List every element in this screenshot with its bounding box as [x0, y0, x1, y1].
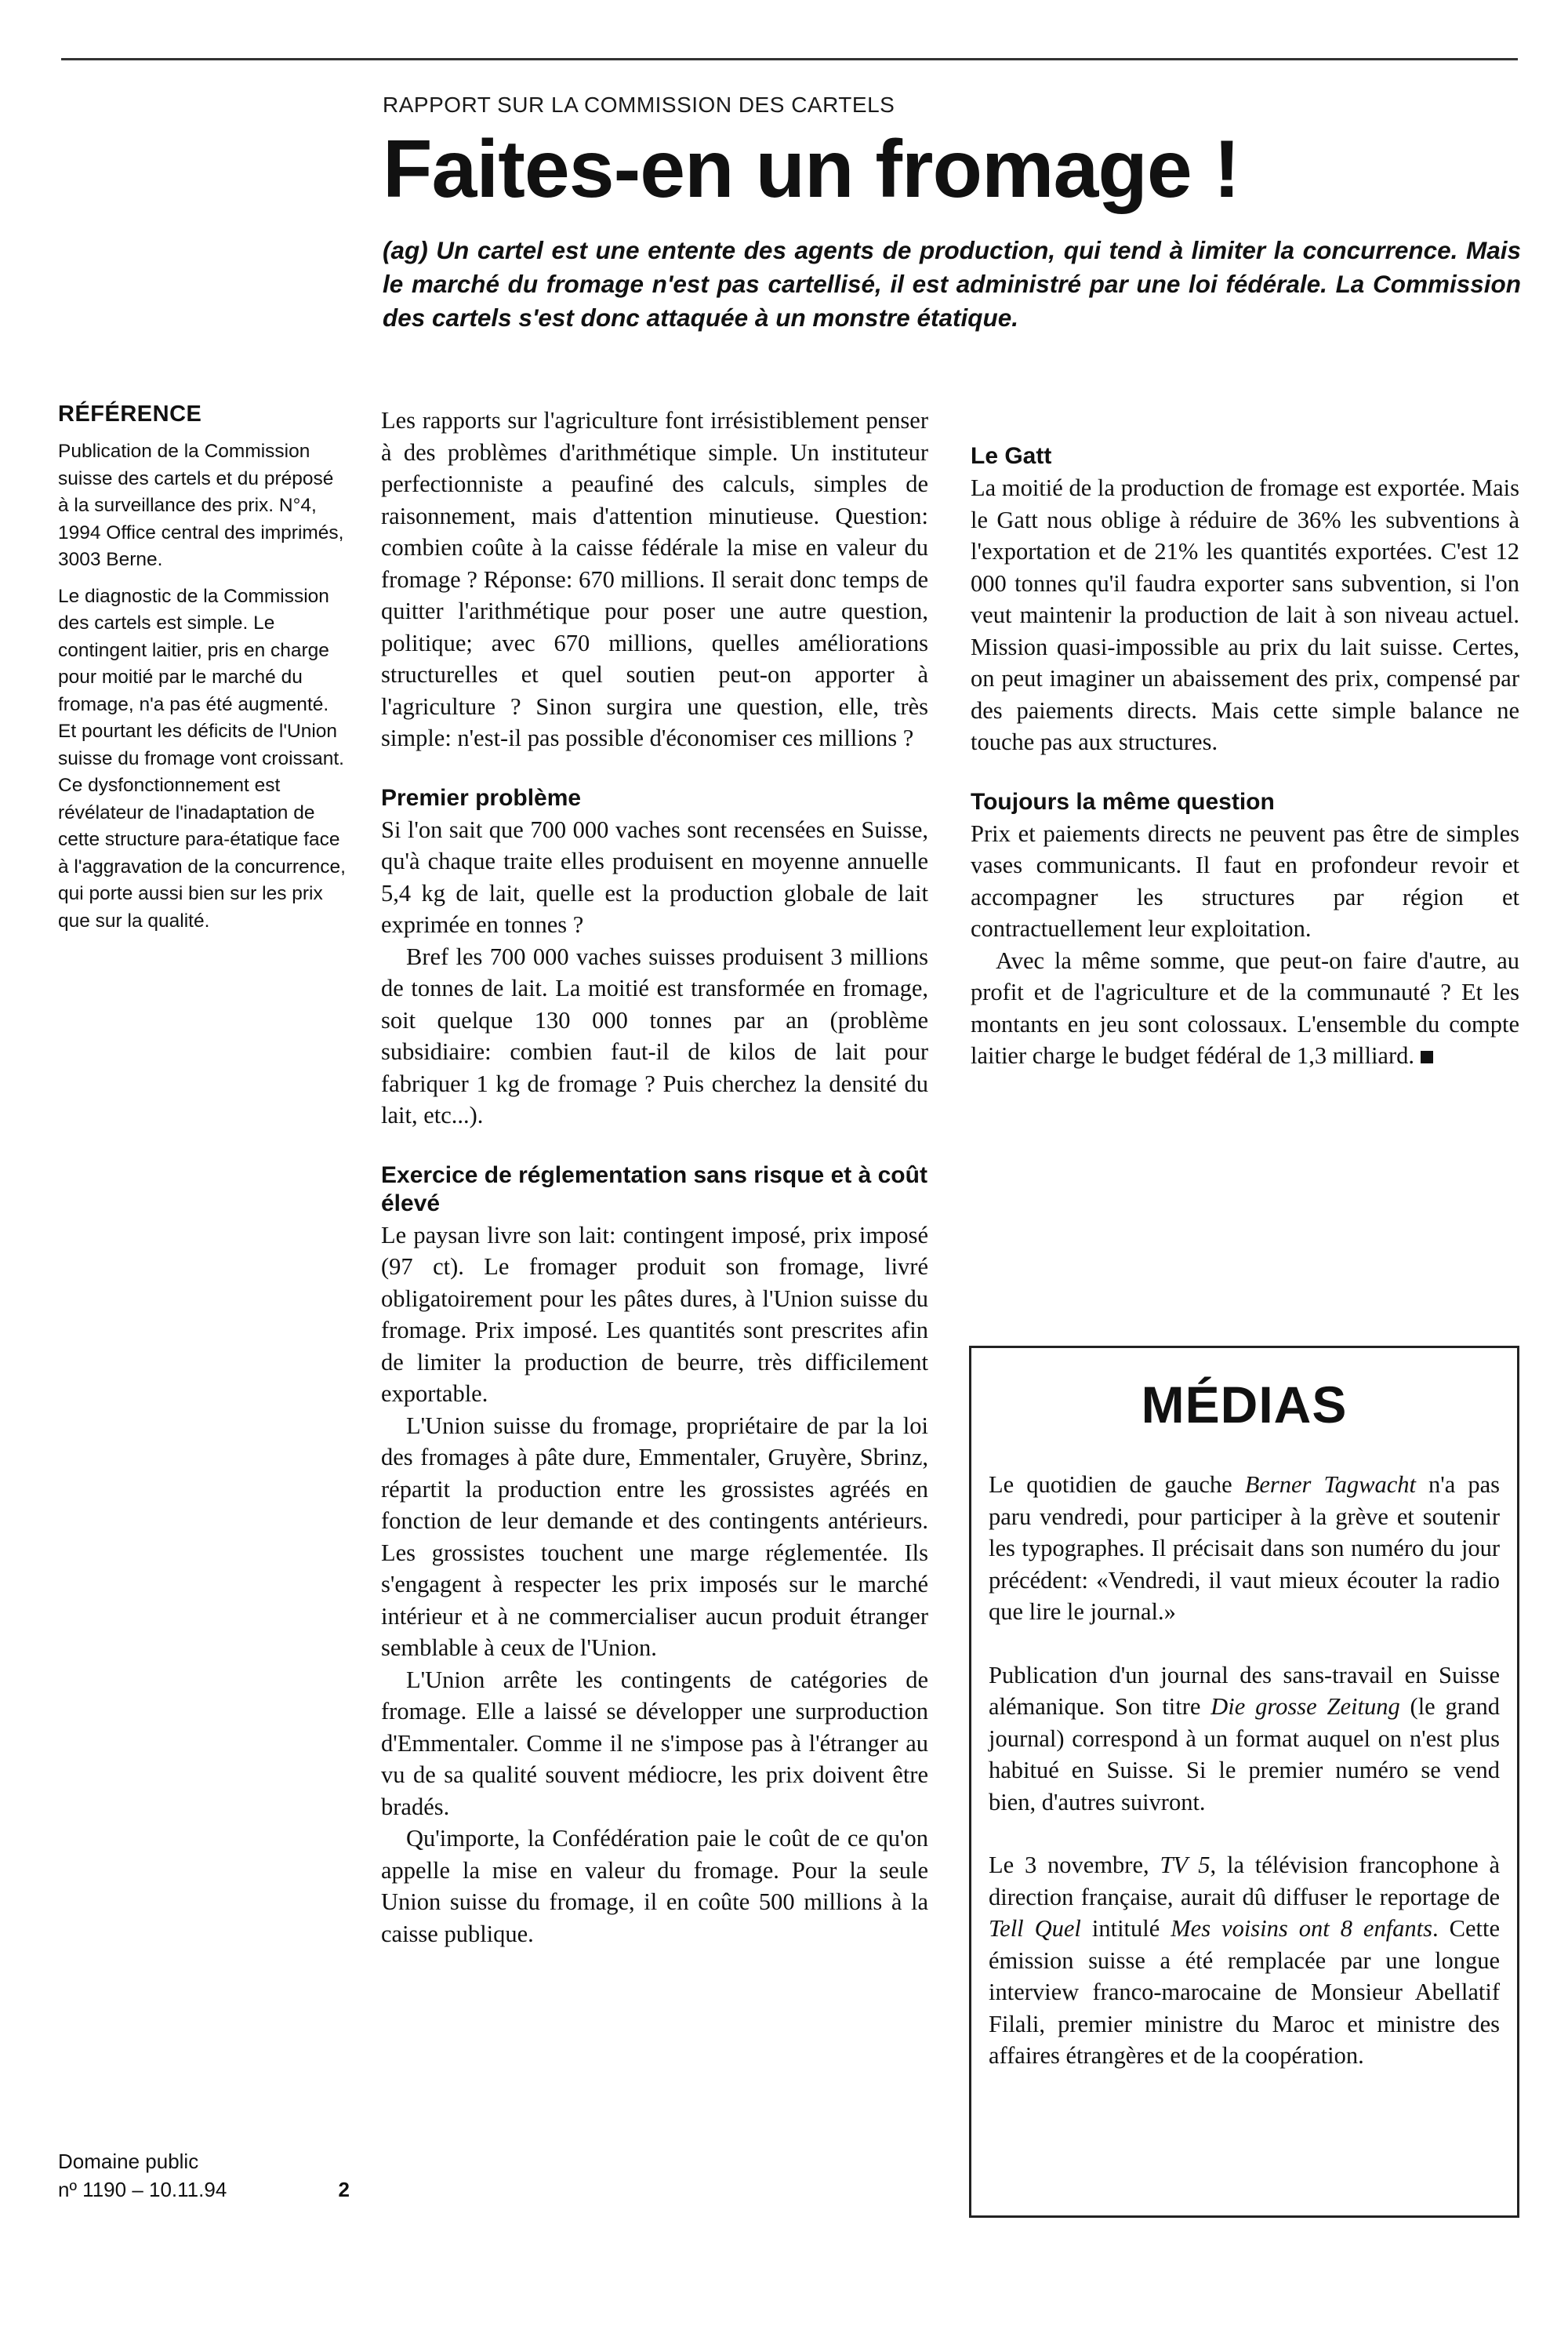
text-run: Publication d'un journal des sans-travail en Suisse alémanique. Son titre — [989, 1661, 1500, 1720]
medias-item-berner-tagwacht — [989, 1469, 1500, 1628]
section-kicker: RAPPORT SUR LA COMMISSION DES CARTELS — [383, 93, 895, 117]
section-heading-reglementation: Exercice de réglementation sans risque et à coût élevé — [381, 1161, 927, 1216]
paragraph — [971, 945, 1519, 1072]
section-heading-premier-probleme: Premier problème — [381, 784, 582, 811]
article-column-2 — [971, 405, 1519, 1072]
text-run: Le 3 novembre, — [989, 1852, 1160, 1878]
newspaper-name: Die grosse Zeitung — [1210, 1693, 1400, 1720]
channel-name: TV 5 — [1160, 1852, 1210, 1878]
article-lede: (ag) Un cartel est une entente des agents de production, qui tend à limiter la concurrence. Mais le marché du fromage n'est pas cartellisé, il est administré par une loi fédérale. La Commission des cartels s'est donc attaquée à un monstre étatique. — [383, 236, 1521, 332]
section-heading-meme-question: Toujours la même question — [971, 788, 1275, 815]
text-run: (le grand journal) correspond à un format auquel on n'est plus habitué en Suisse. Si le premier numéro se vend bien, d'autres suivront. — [989, 1693, 1500, 1815]
reference-sidebar — [58, 402, 348, 944]
program-name: Tell Quel — [989, 1915, 1081, 1942]
paragraph: Bref les 700 000 vaches suisses produisent 3 millions de tonnes de lait. La moitié est transformée en fromage, soit quelque 130 000 tonnes par an (problème subsidiaire: combien faut-il de kilos de lait pour fabriquer 1 kg de fromage ? Puis cherchez la densité du lait, etc...). — [381, 943, 928, 1128]
text-run: n'a pas paru vendredi, pour participer à la grève et soutenir les typographes. Il précisait dans son numéro du jour précédent: «Vendredi, il vaut mieux écouter la radio que lire le journal.» — [989, 1471, 1500, 1625]
paragraph: Si l'on sait que 700 000 vaches sont recensées en Suisse, qu'à chaque traite elles produisent en moyenne annuelle 5,4 kg de lait, quelle est la production globale de lait exprimée en tonnes ? — [381, 816, 928, 938]
page-number: 2 — [338, 2178, 350, 2201]
footer-publication: Domaine public — [58, 2150, 199, 2173]
page-footer — [58, 2147, 350, 2204]
reference-publication: Publication de la Commission suisse des cartels et du préposé à la surveillance des prix. N°4, 1994 Office central des imprimés, 3003 Berne. — [58, 441, 344, 570]
text-run: , la télévision francophone à direction française, aurait dû diffuser le reportage de — [989, 1852, 1500, 1910]
closing-paragraph-text: Avec la même somme, que peut-on faire d'autre, au profit et de l'agriculture et de la communauté ? Et les montants en jeu sont colossaux. L'ensemble du compte laitier charge le budget fédéral de 1,3 milliard. — [971, 947, 1519, 1069]
intro-paragraph: Les rapports sur l'agriculture font irrésistiblement penser à des problèmes d'arithmétique simple. Un instituteur perfectionniste a peaufiné des calculs, simples de raisonnement, mais d'attention minutieuse. Question: combien coûte à la caisse fédérale la mise en valeur du fromage ? Réponse: 670 millions. Il serait donc temps de quitter l'arithmétique pour poser une autre question, politique; avec 670 millions, quelles améliorations structurelles et quel soutien peut-on apporter à l'agriculture ? Sinon surgira une question, elle, très simple: n'est-il pas possible d'économiser ces millions ? — [381, 407, 928, 751]
text-run: . Cette émission suisse a été remplacée par une longue interview franco-marocaine de Monsieur Abellatif Filali, premier ministre du Maroc et ministre des affaires étrangères et de la coopération. — [989, 1915, 1500, 2069]
paragraph: L'Union arrête les contingents de catégories de fromage. Elle a laissé se développer une surproduction d'Emmentaler. Comme il ne s'impose pas à l'étranger au vu de sa qualité souvent médiocre, les prix doivent être bradés. — [381, 1666, 928, 1820]
article-column-1 — [381, 405, 928, 1950]
medias-box — [969, 1346, 1519, 2218]
medias-title: MÉDIAS — [1141, 1376, 1348, 1434]
reference-title: RÉFÉRENCE — [58, 402, 202, 427]
text-run: intitulé — [1080, 1915, 1171, 1942]
end-of-article-mark — [1421, 1051, 1433, 1063]
paragraph: Prix et paiements directs ne peuvent pas être de simples vases communicants. Il faut en profondeur revoir et accompagner les structures par région et contractuellement leur exploitation. — [971, 820, 1519, 942]
medias-item-grosse-zeitung — [989, 1659, 1500, 1819]
text-run: Le quotidien de gauche — [989, 1471, 1245, 1498]
newspaper-name: Berner Tagwacht — [1244, 1471, 1416, 1498]
paragraph: Qu'importe, la Confédération paie le coût de ce qu'on appelle la mise en valeur du fromage. Pour la seule Union suisse du fromage, il en coûte 500 millions à la caisse publique. — [381, 1825, 928, 1947]
article-title: Faites-en un fromage ! — [383, 124, 1240, 215]
paragraph: L'Union suisse du fromage, propriétaire de par la loi des fromages à pâte dure, Emmentaler, Gruyère, Sbrinz, répartit la production entre les grossistes agréés en fonction de leur demande et des contingents antérieurs. Les grossistes touchent une marge réglementée. Ils s'engagent à respecter les prix imposés sur le marché intérieur et à ne commercialiser aucun produit étranger semblable à ceux de l'Union. — [381, 1412, 928, 1661]
paragraph: La moitié de la production de fromage est exportée. Mais le Gatt nous oblige à réduire de 36% les subventions à l'exportation et de 21% les quantités exportées. C'est 12 000 tonnes qu'il faudra exporter sans subvention, si l'on veut maintenir la production de lait à son niveau actuel. Mission quasi-impossible au prix du lait suisse. Certes, on peut imaginer un abaissement des prix, compensé par des paiements directs. Mais cette simple balance ne touche pas aux structures. — [971, 474, 1519, 755]
medias-item-tv5 — [989, 1849, 1500, 2072]
footer-issue: nº 1190 – 10.11.94 — [58, 2178, 227, 2201]
reference-diagnostic: Le diagnostic de la Commission des cartels est simple. Le contingent laitier, pris en charge pour moitié par le marché du fromage, n'a pas été augmenté. Et pourtant les déficits de l'Union suisse du fromage vont croissant. Ce dysfonctionnement est révélateur de l'inadaptation de cette structure para-étatique face à l'aggravation de la concurrence, qui porte aussi bien sur les prix que sur la qualité. — [58, 585, 346, 932]
report-title: Mes voisins ont 8 enfants — [1171, 1915, 1433, 1942]
paragraph: Le paysan livre son lait: contingent imposé, prix imposé (97 ct). Le fromager produit son fromage, livré obligatoirement pour les pâtes dures, à l'Union suisse du fromage. Prix imposé. Les quantités sont prescrites afin de limiter la production de beurre, très difficilement exportable. — [381, 1221, 928, 1407]
section-heading-gatt: Le Gatt — [971, 443, 1052, 469]
top-rule — [61, 58, 1518, 60]
